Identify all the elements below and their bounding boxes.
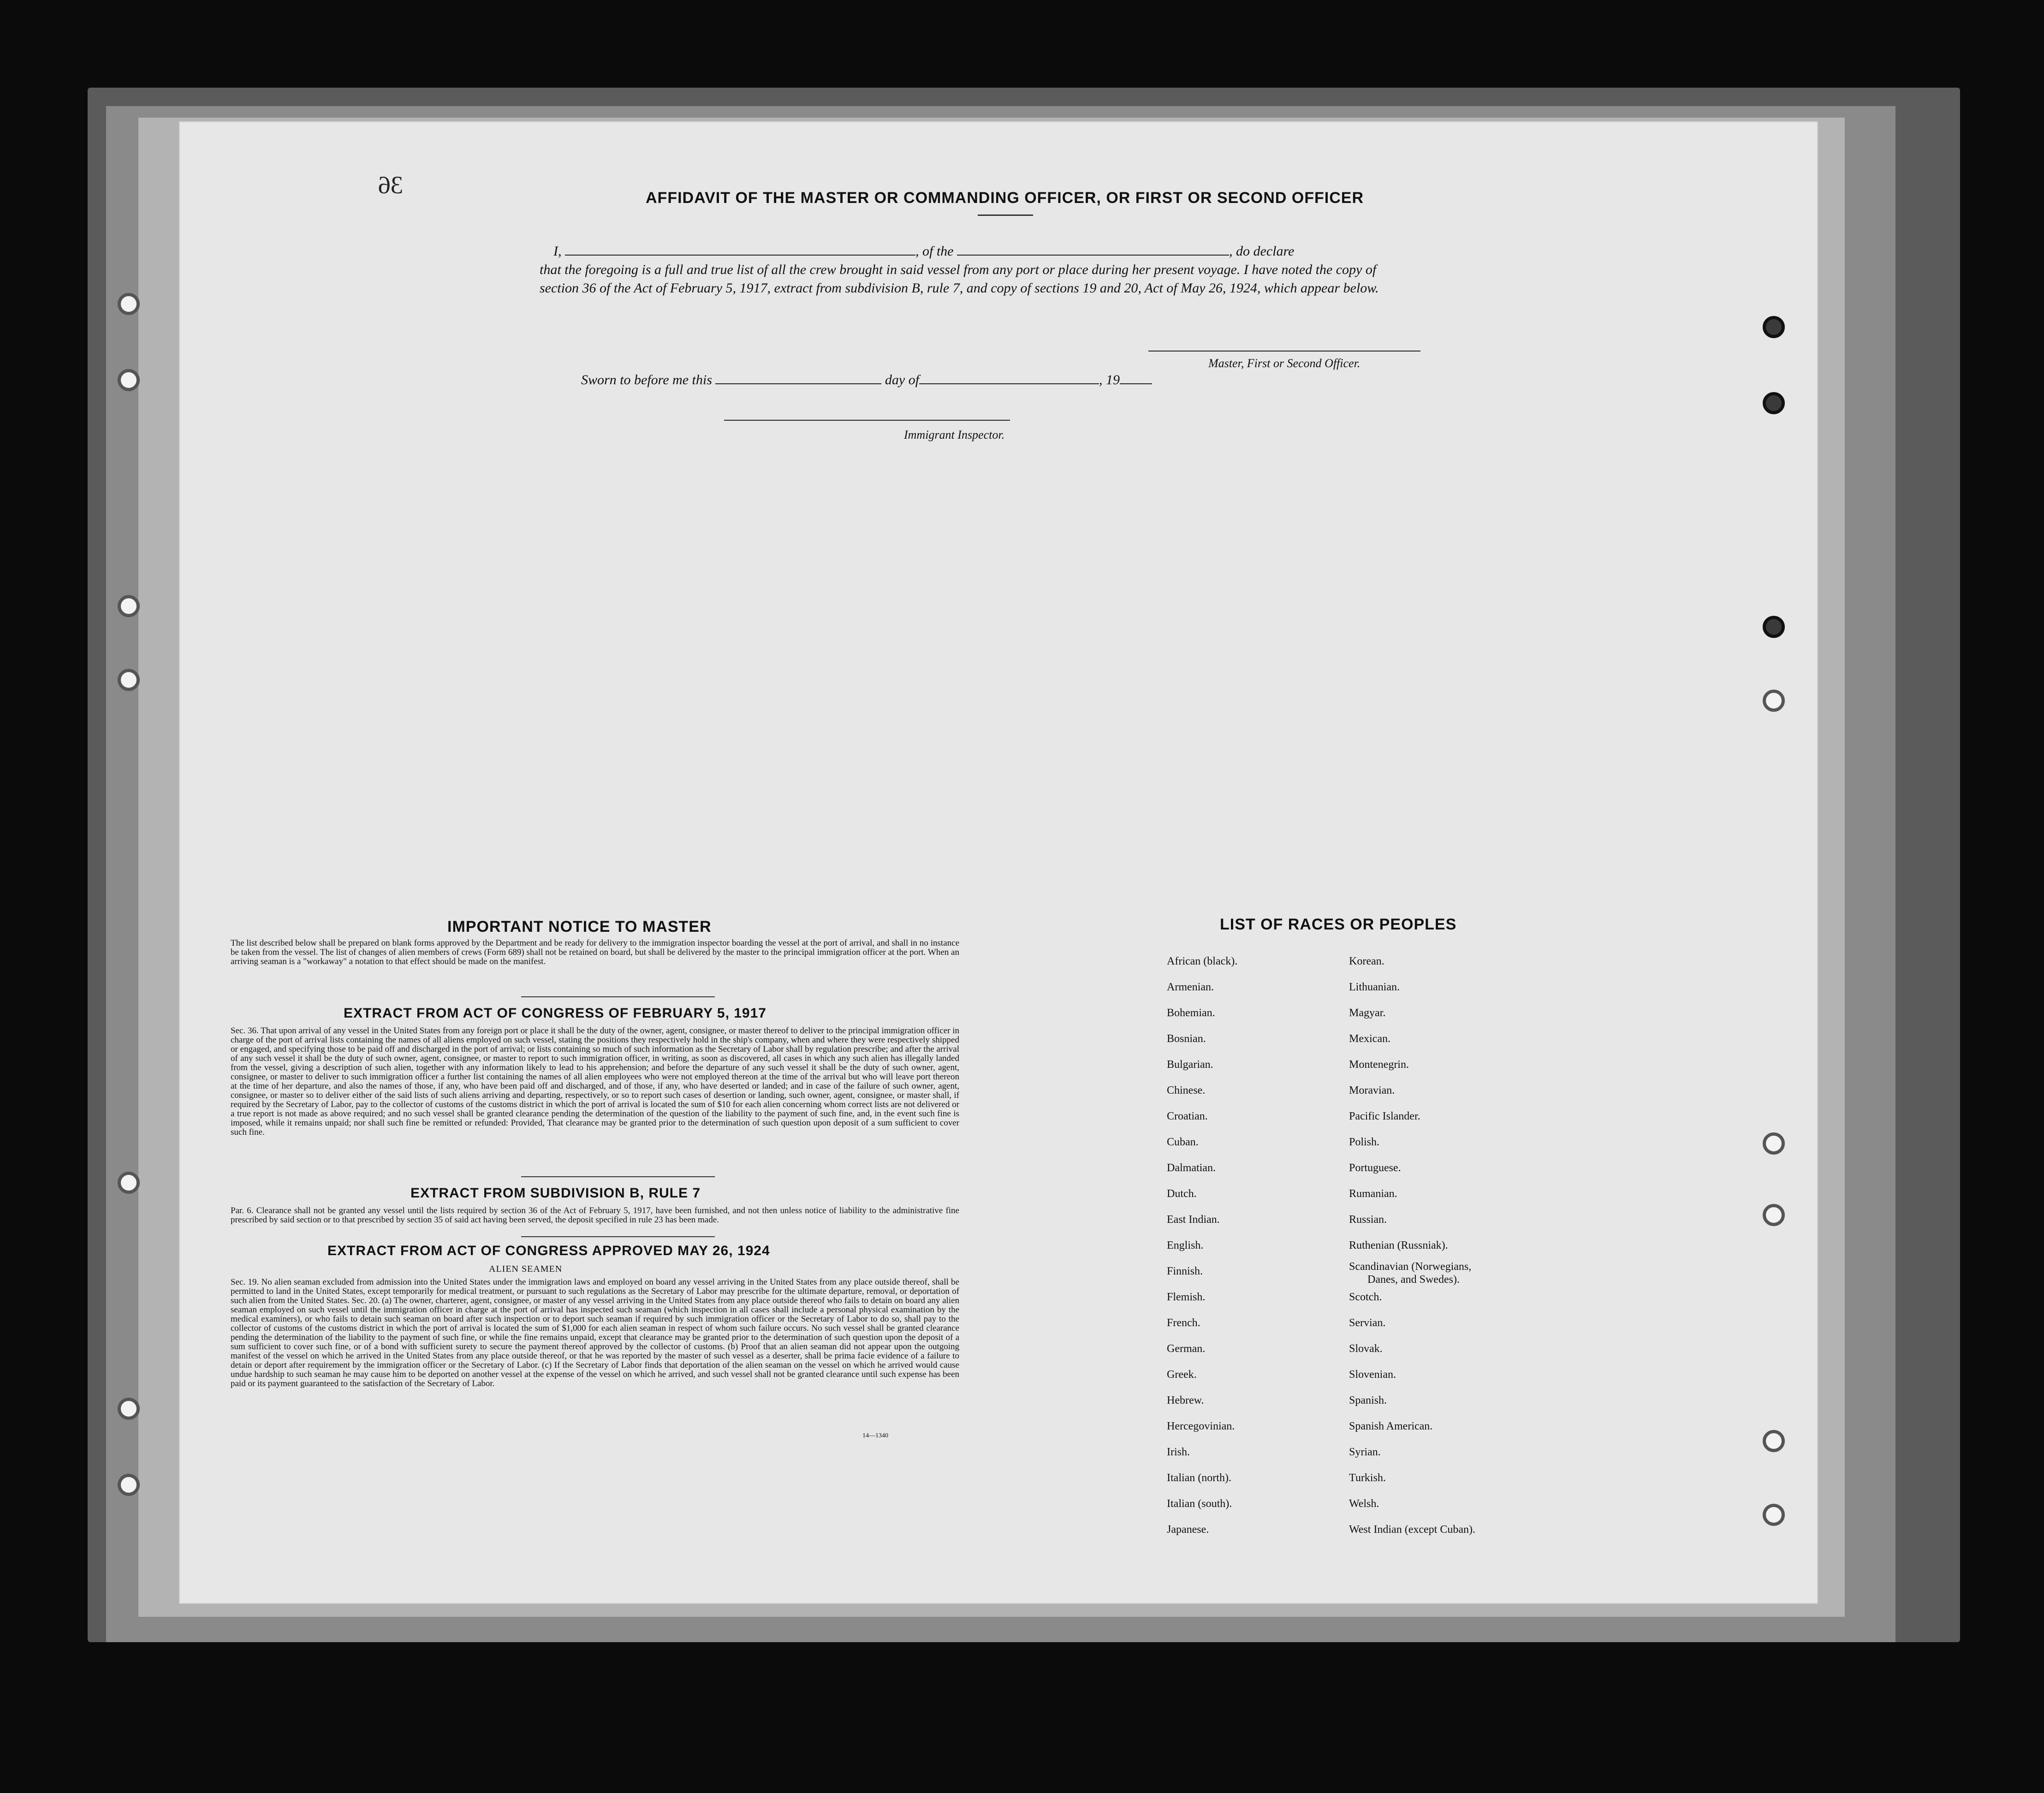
extract-rule7-title: EXTRACT FROM SUBDIVISION B, RULE 7 xyxy=(410,1185,701,1201)
i-label: I, xyxy=(553,244,562,259)
race-item: Hebrew. xyxy=(1167,1394,1204,1406)
month-field[interactable] xyxy=(919,371,1099,384)
punch-hole xyxy=(1763,616,1785,638)
race-item: Syrian. xyxy=(1349,1446,1381,1458)
race-item: Polish. xyxy=(1349,1136,1380,1148)
punch-hole xyxy=(118,369,140,391)
punch-hole xyxy=(1763,1204,1785,1226)
divider xyxy=(521,1176,715,1177)
of-the-label: , of the xyxy=(915,244,954,259)
race-item: Moravian. xyxy=(1349,1084,1395,1096)
punch-hole xyxy=(118,1172,140,1194)
race-item: Korean. xyxy=(1349,955,1384,967)
race-item: West Indian (except Cuban). xyxy=(1349,1524,1475,1536)
race-item: Chinese. xyxy=(1167,1084,1206,1096)
race-item: Dalmatian. xyxy=(1167,1162,1216,1174)
declaration-text: that the foregoing is a full and true list of all the crew brought in said vessel from any port or place during her present voyage. I have noted the copy of section 36 of the Act of February 5, 1917, extract from subdivision B, rule 7, and copy of sections 19 and 20, Act of May 26, 1924, which appear below. xyxy=(540,262,1379,296)
race-item: Croatian. xyxy=(1167,1110,1208,1122)
race-item: Portuguese. xyxy=(1349,1162,1401,1174)
race-item: Pacific Islander. xyxy=(1349,1110,1420,1122)
race-item: Armenian. xyxy=(1167,981,1214,993)
day-of-label: day of xyxy=(885,372,920,387)
year-prefix: , 19 xyxy=(1099,372,1120,387)
race-item: Servian. xyxy=(1349,1317,1386,1329)
race-item: Rumanian. xyxy=(1349,1188,1397,1200)
year-field[interactable] xyxy=(1120,371,1152,384)
race-item: Scotch. xyxy=(1349,1291,1382,1303)
signature-label: Master, First or Second Officer. xyxy=(1208,357,1361,370)
punch-hole xyxy=(118,595,140,617)
race-item: Ruthenian (Russniak). xyxy=(1349,1239,1448,1251)
punch-hole xyxy=(1763,690,1785,712)
race-item: Montenegrin. xyxy=(1349,1059,1409,1071)
punch-hole xyxy=(1763,392,1785,414)
race-item: Spanish American. xyxy=(1349,1420,1433,1432)
extract-1924-body: Sec. 19. No alien seaman excluded from admission into the United States under the immigration laws and employed on board any vessel arriving in the United States from any place outside thereof, shall be permitted to land in the United States, except temporarily for medical treatment, or pursuant to such regulations as the Secretary of Labor may prescribe for the ultimate departure, removal, or deportation of such alien from the United States. Sec. 20. (a) The owner, charterer, agent, consignee, or master of any vessel arriving in the United States from any place outside thereof who fails to detain on board any alien seaman employed on such vessel until the immigration officer in charge at the port of arrival has inspected such seaman (which inspection in all cases shall include a personal physical examination by the medical examiners), or who fails to detain such seaman on board after such inspection or to deport such seaman if required by such immigration officer or the Secretary of Labor to do so, shall pay to the collector of customs of the customs district in which the port of arrival is located the sum of $1,000 for each alien seaman in respect of whom such failure occurs. No such vessel shall be granted clearance pending the determination of the liability to the payment of such fine, or while the fine remains unpaid, except that clearance may be granted prior to the determination of such question upon the deposit of a sum sufficient to cover such fine, or of a bond with sufficient surety to secure the payment thereof approved by the collector of customs. (b) Proof that an alien seaman did not appear upon the outgoing manifest of the vessel on which he arrived in the United States from any place outside thereof, or that he was reported by the master of such vessel as a deserter, shall be prima facie evidence of a failure to detain or deport after requirement by the immigration officer or the Secretary of Labor. (c) If the Secretary of Labor finds that deportation of the alien seaman on the vessel on which he arrived would cause undue hardship to such seaman he may cause him to be deported on another vessel at the expense of the vessel on which he arrived, and such vessel shall not be granted clearance until such expense has been paid or its payment guaranteed to the satisfaction of the Secretary of Labor. xyxy=(231,1277,959,1388)
notice-body: The list described below shall be prepared on blank forms approved by the Department and be ready for delivery to the immigration inspector boarding the vessel at the port of arrival, and shall in no instance be taken from the vessel. The list of changes of alien members of crews (Form 689) shall not be retained on board, but shall be delivered by the master to the principal immigration officer at the port. When an arriving seaman is a "workaway" a notation to that effect should be made on the manifest. xyxy=(231,938,959,966)
race-item: Greek. xyxy=(1167,1369,1197,1381)
name-field[interactable] xyxy=(565,243,915,256)
punch-hole xyxy=(118,669,140,691)
divider xyxy=(978,214,1033,216)
race-item: Italian (south). xyxy=(1167,1498,1232,1510)
race-item: Turkish. xyxy=(1349,1472,1386,1484)
race-item: Scandinavian (Norwegians, xyxy=(1349,1261,1472,1273)
extract-1924-subtitle: ALIEN SEAMEN xyxy=(489,1264,563,1274)
page-number: 36 xyxy=(378,171,403,199)
races-title: LIST OF RACES OR PEOPLES xyxy=(1220,916,1457,933)
divider xyxy=(521,996,715,997)
affidavit-page xyxy=(180,122,1817,1603)
extract-1917-title: EXTRACT FROM ACT OF CONGRESS OF FEBRUARY 5, 1917 xyxy=(344,1006,766,1021)
race-item: Slovenian. xyxy=(1349,1369,1396,1381)
race-item: Cuban. xyxy=(1167,1136,1199,1148)
declaration xyxy=(540,242,1416,298)
form-number: 14—1340 xyxy=(862,1432,888,1439)
extract-1924-title: EXTRACT FROM ACT OF CONGRESS APPROVED MAY 26, 1924 xyxy=(327,1243,770,1258)
inspector-signature-line[interactable] xyxy=(724,420,1010,421)
race-item: Lithuanian. xyxy=(1349,981,1400,993)
punch-hole xyxy=(1763,1504,1785,1526)
race-item: Bosnian. xyxy=(1167,1033,1206,1045)
race-item: French. xyxy=(1167,1317,1200,1329)
punch-hole xyxy=(1763,1132,1785,1155)
vessel-field[interactable] xyxy=(957,243,1229,256)
race-item: Flemish. xyxy=(1167,1291,1206,1303)
race-item: Italian (north). xyxy=(1167,1472,1231,1484)
race-item: German. xyxy=(1167,1343,1206,1355)
race-item: Bohemian. xyxy=(1167,1007,1215,1019)
race-item: Finnish. xyxy=(1167,1265,1203,1277)
race-item: Slovak. xyxy=(1349,1343,1383,1355)
race-item: Welsh. xyxy=(1349,1498,1379,1510)
race-item: Irish. xyxy=(1167,1446,1190,1458)
race-item: Dutch. xyxy=(1167,1188,1197,1200)
race-item: Danes, and Swedes). xyxy=(1367,1274,1460,1286)
punch-hole xyxy=(118,293,140,315)
notice-title: IMPORTANT NOTICE TO MASTER xyxy=(447,918,712,935)
race-item: Spanish. xyxy=(1349,1394,1387,1406)
race-item: English. xyxy=(1167,1239,1204,1251)
race-item: East Indian. xyxy=(1167,1214,1220,1226)
race-item: Hercegovinian. xyxy=(1167,1420,1235,1432)
sworn-line xyxy=(581,371,1152,388)
race-item: Russian. xyxy=(1349,1214,1387,1226)
race-item: Magyar. xyxy=(1349,1007,1386,1019)
race-item: Mexican. xyxy=(1349,1033,1390,1045)
inspector-label: Immigrant Inspector. xyxy=(904,428,1005,441)
day-field[interactable] xyxy=(715,371,881,384)
sworn-prefix: Sworn to before me this xyxy=(581,372,712,387)
race-item: Bulgarian. xyxy=(1167,1059,1213,1071)
extract-1917-body: Sec. 36. That upon arrival of any vessel in the United States from any foreign port or place it shall be the duty of the owner, agent, consignee, or master thereof to deliver to the principal immigration officer in charge of the port of arrival lists containing the names of all aliens employed on such vessel, stating the positions they respectively hold in the ship's company, when and where they were respectively shipped or engaged, and specifying those to be paid off and discharged in the port of arrival; or lists containing so much of such information as the Secretary of Labor shall by regulation prescribe; and after the arrival of any such vessel it shall be the duty of such owner, agent, consignee, or master to report to such immigration officer, in writing, as soon as discovered, all cases in which any such alien has illegally landed from the vessel, giving a description of such alien, together with any information likely to lead to his apprehension; and before the departure of any such vessel it shall be the duty of such owner, agent, consignee, or master to deliver to such immigration officer a further list containing the names of all alien employees who were not employed thereon at the time of the arrival but who will leave port thereon at the time of her departure, and also the names of those, if any, who have been paid off and discharged, and of those, if any, who have deserted or landed; and in case of the failure of such owner, agent, consignee, or master so to deliver either of the said lists of such aliens arriving and departing, respectively, or so to report such cases of desertion or landing, such owner, agent, consignee, or master shall, if required by the Secretary of Labor, pay to the collector of customs of the customs district in which the port of arrival is located the sum of $10 for each alien concerning whom correct lists are not delivered or a true report is not made as above required; and no such vessel shall be granted clearance pending the determination of the question of the liability to the payment of such fine, and, in the event such fine is imposed, while it remains unpaid; nor shall such fine be remitted or refunded: Provided, That clearance may be granted prior to the determination of such question upon deposit of a sum sufficient to cover such fine. xyxy=(231,1026,959,1137)
divider xyxy=(521,1236,715,1237)
race-item: African (black). xyxy=(1167,955,1238,967)
punch-hole xyxy=(1763,1430,1785,1452)
do-declare-label: , do declare xyxy=(1229,244,1295,259)
affidavit-title: AFFIDAVIT OF THE MASTER OR COMMANDING OFFICER, OR FIRST OR SECOND OFFICER xyxy=(646,189,1364,207)
punch-hole xyxy=(1763,316,1785,338)
race-item: Japanese. xyxy=(1167,1524,1209,1536)
punch-hole xyxy=(118,1398,140,1420)
punch-hole xyxy=(118,1474,140,1496)
extract-rule7-body: Par. 6. Clearance shall not be granted any vessel until the lists required by section 36 of the Act of February 5, 1917, have been furnished, and not then unless notice of liability to the administrative fine prescribed by said section or to that prescribed by section 35 of said act having been served, the deposit specified in rule 23 has been made. xyxy=(231,1206,959,1225)
